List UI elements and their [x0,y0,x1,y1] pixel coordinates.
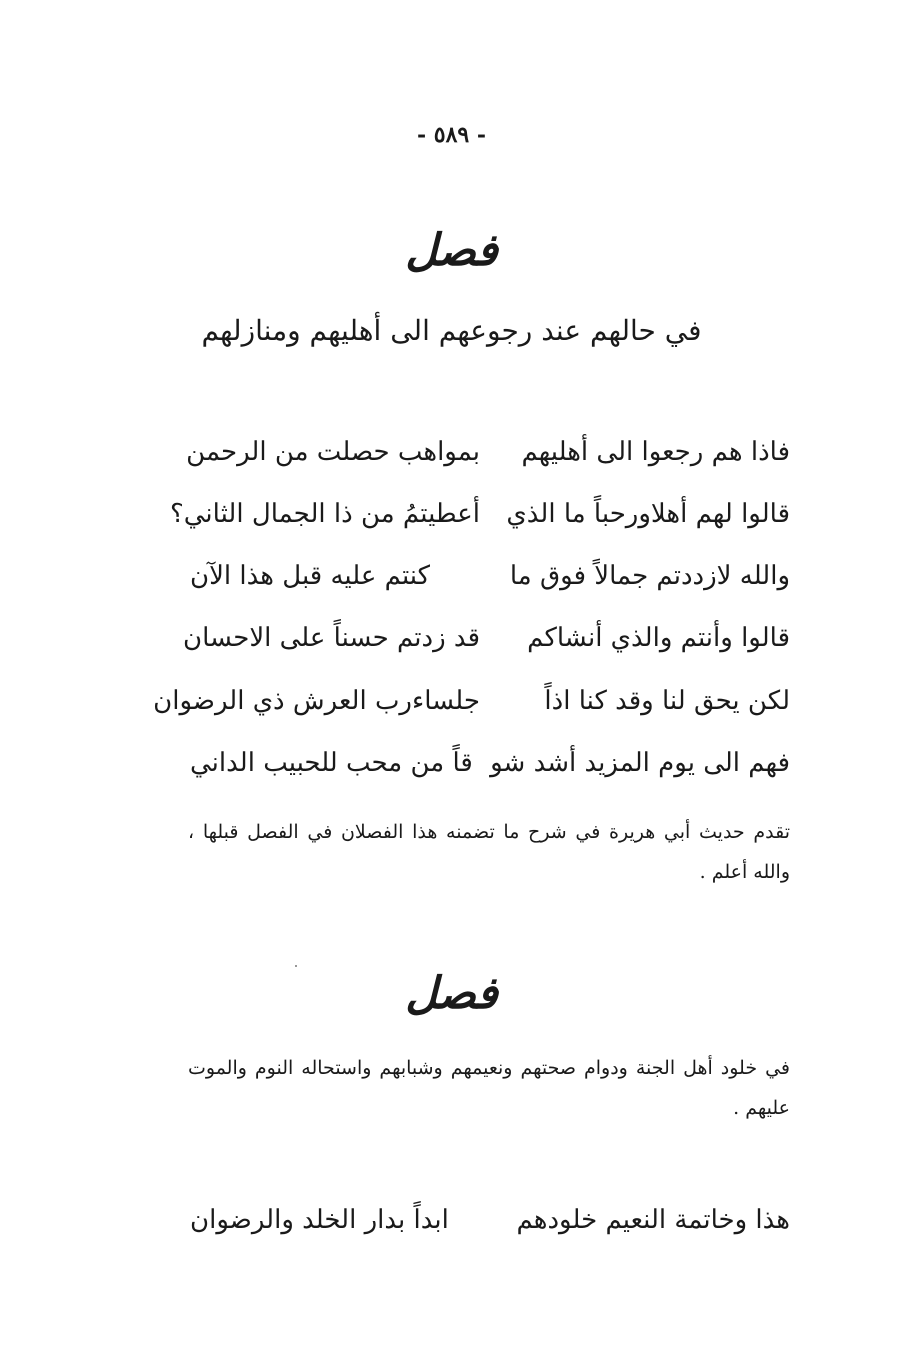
section-subtitle: في خلود أهل الجنة ودوام صحتهم ونعيمهم وشبابهم واستحاله النوم والموت عليهم . [188,1057,790,1119]
verse-line [190,748,790,794]
verse-second-hemistich: جلساءرب العرش ذي الرضوان [153,686,480,716]
verse-first-hemistich: قالوا لهم أهلاورحباً ما الذي [506,499,790,529]
verse-second-hemistich: كنتم عليه قبل هذا الآن [190,561,431,591]
verse-line [169,499,790,545]
verse-second-hemistich: أعطيتمُ من ذا الجمال الثاني؟ [169,499,480,529]
verse-second-hemistich: قد زدتم حسناً على الاحسان [183,623,480,653]
page-number: - ٥٨٩ - [416,122,487,148]
commentary-note: تقدم حديث أبي هريرة في شرح ما تضمنه هذا الفصلان في الفصل قبلها ، والله أعلم . [188,821,790,883]
verse-line [190,1205,790,1251]
verse-second-hemistich: قاً من محب للحبيب الداني [190,748,473,778]
verse-first-hemistich: فاذا هم رجعوا الى أهليهم [521,437,790,467]
verse-line [153,686,790,732]
verse-first-hemistich: فهم الى يوم المزيد أشد شو [490,748,790,778]
verse-line [186,437,790,483]
verse-first-hemistich: لكن يحق لنا وقد كنا اذاً [544,686,790,716]
verse-first-hemistich: هذا وخاتمة النعيم خلودهم [516,1205,790,1235]
section-subtitle: في حالهم عند رجوعهم الى أهليهم ومنازلهم [201,314,702,347]
section-heading: فصل [405,968,498,1019]
verse-first-hemistich: قالوا وأنتم والذي أنشاكم [527,623,790,653]
verse-second-hemistich: ابداً بدار الخلد والرضوان [190,1205,449,1235]
verse-second-hemistich: بمواهب حصلت من الرحمن [186,437,480,467]
print-speck [295,965,297,967]
verse-first-hemistich: والله لازددتم جمالاً فوق ما [509,561,790,591]
verse-line [183,623,790,669]
verse-line [190,561,790,607]
section-heading: فصل [405,225,498,276]
